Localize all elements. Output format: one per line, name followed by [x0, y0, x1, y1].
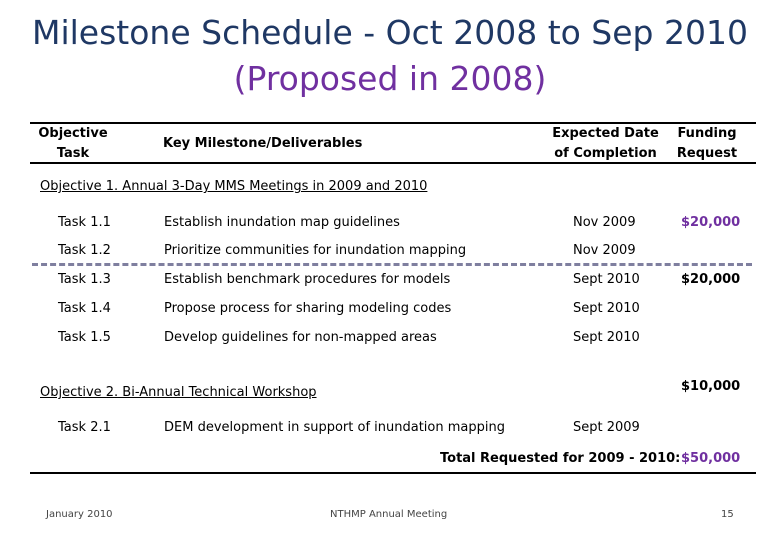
header-funding: [674, 124, 740, 164]
header-expected-text: Expected Date: [552, 126, 659, 141]
task-1-1-milestone: Establish inundation map guidelines: [164, 215, 400, 230]
objective-1-label: Objective 1. Annual 3-Day MMS Meetings in 2009 and 2010: [40, 179, 428, 194]
task-1-1-date: Nov 2009: [573, 215, 636, 230]
header-objective-task: [38, 124, 108, 164]
title-line-1: Milestone Schedule - Oct 2008 to Sep 2010: [32, 13, 748, 52]
task-1-2-date: Nov 2009: [573, 243, 636, 258]
header-bottom-rule: [30, 162, 756, 164]
header-completion-text: of Completion: [554, 146, 657, 161]
title-line-2: (Proposed in 2008): [233, 59, 547, 98]
header-funding-text: Funding: [677, 126, 737, 141]
header-expected-date: [548, 124, 663, 164]
task-1-1-funding: $20,000: [681, 215, 741, 230]
task-2-1-date: Sept 2009: [573, 420, 640, 435]
task-1-3-milestone: Establish benchmark procedures for models: [164, 272, 451, 287]
task-1-2-id: Task 1.2: [58, 243, 111, 258]
footer-date: January 2010: [46, 509, 113, 520]
task-1-5-date: Sept 2010: [573, 330, 640, 345]
header-objective-text: Objective: [38, 126, 108, 141]
header-task-text: Task: [56, 146, 90, 161]
task-1-3-funding: $20,000: [681, 272, 741, 287]
dashed-separator: [32, 263, 752, 266]
task-1-4-milestone: Propose process for sharing modeling codes: [164, 301, 452, 316]
task-1-2-milestone: Prioritize communities for inundation mapping: [164, 243, 467, 258]
header-top-rule: [30, 122, 756, 124]
footer-page-number: 15: [721, 509, 734, 520]
task-1-4-id: Task 1.4: [58, 301, 111, 316]
task-1-5-id: Task 1.5: [58, 330, 111, 345]
task-1-4-date: Sept 2010: [573, 301, 640, 316]
task-1-5-milestone: Develop guidelines for non-mapped areas: [164, 330, 437, 345]
header-request-text: Request: [676, 146, 738, 161]
task-1-1-id: Task 1.1: [58, 215, 111, 230]
task-1-3-id: Task 1.3: [58, 272, 111, 287]
task-1-3-date: Sept 2010: [573, 272, 640, 287]
total-label: Total Requested for 2009 - 2010:: [440, 451, 681, 466]
objective-2-funding: $10,000: [681, 379, 741, 394]
slide-title: [0, 10, 780, 102]
total-value: $50,000: [681, 451, 741, 466]
objective-2-label: Objective 2. Bi-Annual Technical Workshop: [40, 385, 317, 400]
header-milestone: Key Milestone/Deliverables: [163, 136, 363, 151]
task-2-1-id: Task 2.1: [58, 420, 111, 435]
table-bottom-rule: [30, 472, 756, 474]
footer-meeting: NTHMP Annual Meeting: [330, 509, 448, 520]
task-2-1-milestone: DEM development in support of inundation mapping: [164, 420, 505, 435]
